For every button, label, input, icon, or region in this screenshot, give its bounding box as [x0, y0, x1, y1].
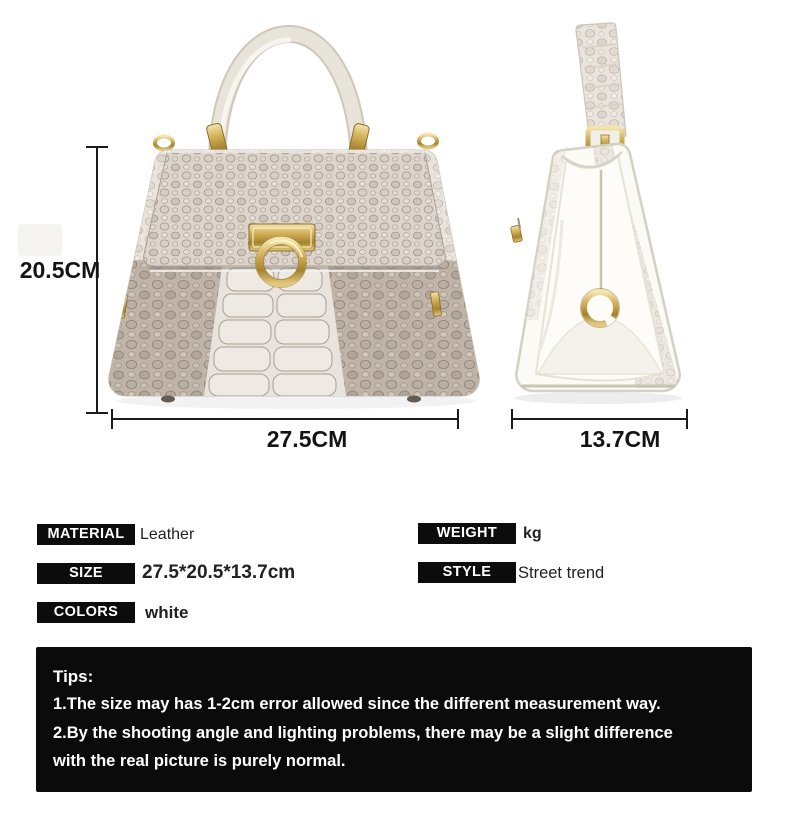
height-label: 20.5CM [19, 257, 101, 283]
depth-label: 13.7CM [579, 426, 661, 452]
size-value: 27.5*20.5*13.7cm [142, 562, 296, 583]
weight-label-box: WEIGHT [418, 523, 516, 544]
size-label-box: SIZE [37, 563, 135, 584]
colors-value: white [145, 603, 189, 622]
weight-value: kg [523, 525, 542, 542]
style-value: Street trend [518, 564, 605, 582]
faint-watermark-square [18, 224, 62, 256]
tips-line-2: 2.By the shooting angle and lighting problems, there may be a slight difference [53, 723, 673, 742]
tips-title: Tips: [53, 667, 94, 686]
tips-line-1: 1.The size may has 1-2cm error allowed since the different measurement way. [53, 695, 661, 713]
tips-line-3: with the real picture is purely normal. [53, 752, 346, 770]
material-label-box: MATERIAL [37, 524, 135, 545]
material-value: Leather [140, 526, 195, 543]
colors-label-box: COLORS [37, 602, 135, 623]
width-label: 27.5CM [266, 426, 348, 452]
tips-panel [36, 647, 752, 792]
style-label-box: STYLE [418, 562, 516, 583]
